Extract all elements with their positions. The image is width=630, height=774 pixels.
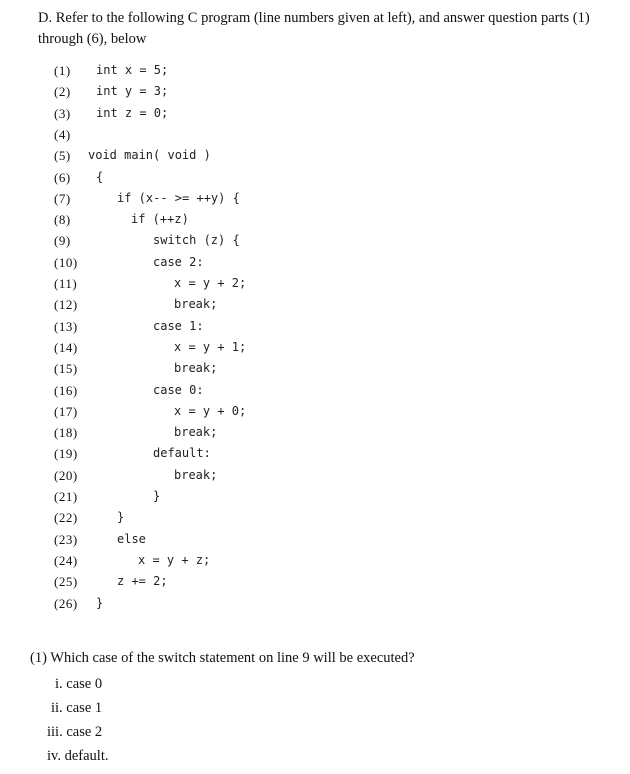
heading-line-2: through (6), below	[38, 31, 147, 47]
code-text: }	[96, 595, 104, 610]
option-ii: ii. case 1	[51, 700, 103, 716]
code-text: x = y + 2;	[174, 276, 247, 290]
option-iv: iv. default.	[47, 748, 109, 764]
line-number: (25)	[54, 574, 78, 590]
code-text: case 2:	[153, 254, 204, 269]
code-line	[54, 167, 614, 188]
code-line	[54, 294, 614, 315]
code-text: int x = 5;	[96, 63, 169, 77]
code-text: if (++z)	[131, 212, 189, 227]
code-text: break;	[174, 361, 218, 376]
line-number: (8)	[54, 212, 71, 228]
code-line	[54, 230, 614, 251]
code-text: else	[117, 531, 146, 546]
code-text: }	[153, 489, 161, 503]
code-text: x = y + 0;	[174, 403, 247, 418]
line-number: (19)	[54, 446, 78, 462]
line-number: (24)	[54, 552, 78, 568]
code-text: z += 2;	[117, 574, 168, 589]
option-i: i. case 0	[55, 676, 103, 692]
code-line	[54, 252, 614, 273]
code-line	[54, 529, 614, 550]
line-number: (7)	[54, 190, 71, 206]
code-text: if (x-- >= ++y) {	[117, 190, 240, 205]
code-line	[54, 337, 614, 358]
option-iii: iii. case 2	[47, 724, 103, 740]
question-heading	[38, 8, 610, 50]
line-number: (17)	[54, 403, 78, 419]
line-number: (9)	[54, 233, 71, 249]
code-line	[54, 145, 614, 166]
line-number: (3)	[54, 105, 71, 121]
line-number: (11)	[54, 276, 78, 291]
line-number: (18)	[54, 425, 78, 441]
line-number: (10)	[54, 254, 78, 270]
line-number: (26)	[54, 595, 78, 611]
code-line	[54, 465, 614, 486]
line-number: (20)	[54, 467, 78, 483]
code-text: break;	[174, 425, 218, 440]
line-number: (13)	[54, 318, 78, 334]
line-number: (22)	[54, 510, 78, 526]
line-number: (2)	[54, 84, 71, 100]
code-text: case 1:	[153, 318, 204, 333]
line-number: (12)	[54, 297, 78, 313]
code-text: switch (z) {	[153, 233, 240, 248]
code-line	[54, 593, 614, 614]
line-number: (6)	[54, 169, 71, 185]
line-number: (21)	[54, 489, 78, 504]
code-text: int z = 0;	[96, 105, 169, 120]
code-text: x = y + 1;	[174, 339, 247, 354]
code-text: break;	[174, 467, 218, 482]
code-line	[54, 316, 614, 337]
code-line	[54, 358, 614, 379]
code-text: x = y + z;	[138, 552, 211, 567]
code-line	[54, 571, 614, 592]
code-line	[54, 443, 614, 464]
line-number: (14)	[54, 339, 78, 355]
heading-line-1: D. Refer to the following C program (line numbers given at left), and answer question parts (1)	[38, 10, 590, 26]
code-line	[54, 507, 614, 528]
code-text: {	[96, 169, 104, 184]
line-number: (5)	[54, 148, 71, 164]
code-line	[54, 60, 614, 81]
code-line	[54, 124, 614, 145]
code-text: default:	[153, 446, 211, 461]
line-number: (23)	[54, 531, 78, 547]
code-line	[54, 422, 614, 443]
code-text: void main( void )	[88, 148, 211, 163]
line-number: (15)	[54, 361, 78, 377]
code-line	[54, 486, 614, 507]
code-line	[54, 103, 614, 124]
code-line	[54, 550, 614, 571]
code-line	[54, 188, 614, 209]
line-number: (4)	[54, 126, 71, 142]
line-number: (16)	[54, 382, 78, 398]
code-line	[54, 380, 614, 401]
code-line	[54, 273, 614, 294]
code-text: int y = 3;	[96, 84, 169, 99]
code-text: break;	[174, 297, 218, 312]
line-number: (1)	[54, 63, 71, 78]
code-line	[54, 209, 614, 230]
question-1-text: (1) Which case of the switch statement on line 9 will be executed?	[30, 650, 415, 666]
code-line	[54, 401, 614, 422]
code-text: }	[117, 510, 125, 525]
code-text: case 0:	[153, 382, 204, 397]
code-line	[54, 81, 614, 102]
